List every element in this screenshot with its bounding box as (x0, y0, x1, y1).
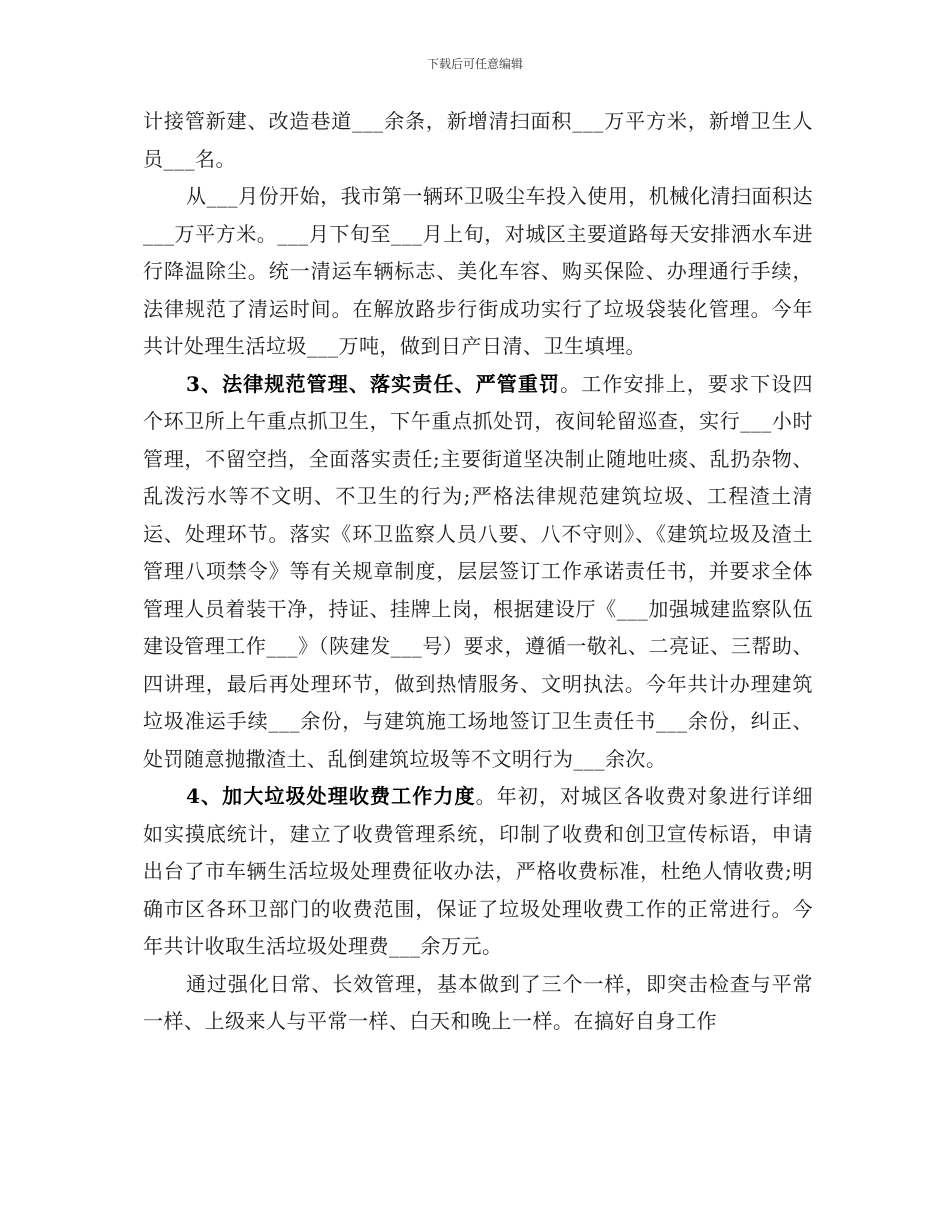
paragraph-5 (143, 966, 813, 1041)
paragraph-2-text: 从___月份开始，我市第一辆环卫吸尘车投入使用，机械化清扫面积达___万平方米。___月下旬至___月上旬，对城区主要道路每天安排洒水车进行降温除尘。统一清运车辆标志、美化车容、购买保险、办理通行手续，法律规范了清运时间。在解放路步行街成功实行了垃圾袋装化管理。今年共计处理生活垃圾___万吨，做到日产日清、卫生填埋。 (143, 184, 813, 358)
paragraph-4 (143, 778, 813, 966)
section-heading-3: 3、法律规范管理、落实责任、严管重罚 (186, 371, 561, 396)
paragraph-4-text: 。年初，对城区各收费对象进行详细如实摸底统计，建立了收费管理系统，印制了收费和创卫宣传标语，申请出台了市车辆生活垃圾处理费征收办法，严格收费标准，杜绝人情收费;明确市区各环卫部门的收费范围，保证了垃圾处理收费工作的正常进行。今年共计收取生活垃圾处理费___余万元。 (143, 784, 814, 958)
paragraph-2 (143, 178, 813, 366)
page-header: 下载后可任意编辑 (426, 57, 523, 71)
paragraph-1 (143, 103, 813, 178)
paragraph-3-text: 。工作安排上，要求下设四个环卫所上午重点抓卫生，下午重点抓处罚，夜间轮留巡查，实行___小时管理，不留空挡，全面落实责任;主要街道坚决制止随地吐痰、乱扔杂物、乱泼污水等不文明、不卫生的行为;严格法律规范建筑垃圾、工程渣土清运、处理环节。落实《环卫监察人员八要、八不守则》、《建筑垃圾及渣土管理八项禁令》等有关规章制度，层层签订工作承诺责任书，并要求全体管理人员着装干净，持证、挂牌上岗，根据建设厅《___加强城建监察队伍建设管理工作___》（陕建发___号）要求，遵循一敬礼、二亮证、三帮助、四讲理，最后再处理环节，做到热情服务、文明执法。今年共计办理建筑垃圾准运手续___余份，与建筑施工场地签订卫生责任书___余份，纠正、处罚随意抛撒渣土、乱倒建筑垃圾等不文明行为___余次。 (143, 371, 813, 771)
document-body (143, 103, 813, 1041)
paragraph-5-text: 通过强化日常、长效管理，基本做到了三个一样，即突击检查与平常一样、上级来人与平常一样、白天和晚上一样。在搞好自身工作 (143, 971, 813, 1033)
section-heading-4: 4、加大垃圾处理收费工作力度 (186, 784, 476, 808)
paragraph-3 (143, 366, 813, 779)
paragraph-1-text: 计接管新建、改造巷道___余条，新增清扫面积___万平方米，新增卫生人员___名。 (143, 109, 813, 171)
